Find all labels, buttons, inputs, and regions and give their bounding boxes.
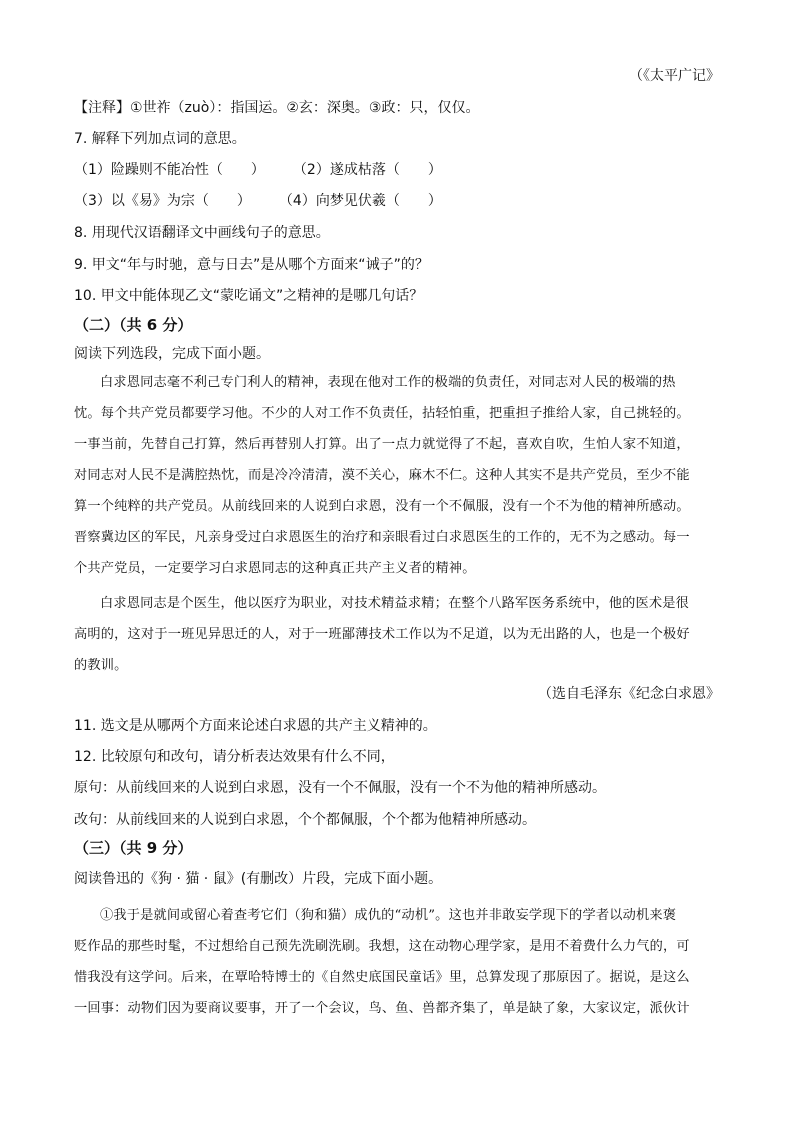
passage-line: 白求恩同志是个医生，他以医疗为职业，对技术精益求精；在整个八路军医务系统中，他的医术是很 (100, 596, 690, 611)
question-11: 11. 选文是从哪两个方面来论述白求恩的共产主义精神的。 (74, 718, 437, 734)
passage-line: 忱。每个共产党员都要学习他。不少的人对工作不负责任，拈轻怕重，把重担子推给人家，自己挑轻的。 (74, 406, 690, 421)
passage-line: 惜我没有这学问。后来，在覃哈特博士的《自然史底国民童话》里，总算发现了那原因了。据说，是这么 (74, 970, 690, 985)
passage-line: 的教训。 (74, 658, 128, 673)
section-2-intro: 阅读下列选段，完成下面小题。 (74, 346, 270, 362)
passage-line: 白求恩同志毫不利己专门利人的精神，表现在他对工作的极端的负责任，对同志对人民的极端的热 (100, 375, 676, 390)
source-citation-1: （《太平广记》 (629, 68, 720, 84)
section-3-title: （三）（共 9 分） (74, 839, 193, 857)
question-7-row-2: （3）以《易》为宗（ ） （4）向梦见伏羲（ ） (74, 193, 442, 209)
passage-line: 一回事：动物们因为要商议要事，开了一个会议，鸟、鱼、兽都齐集了，单是缺了象，大家议定，派伙计 (74, 1001, 690, 1016)
modified-sentence: 改句：从前线回来的人说到白求恩，个个都佩服，个个都为他精神所感动。 (74, 812, 536, 828)
passage-2-para-1 (74, 373, 720, 590)
passage-line: 一事当前，先替自己打算，然后再替别人打算。出了一点力就觉得了不起，喜欢自吹，生怕人家不知道， (74, 437, 690, 452)
original-sentence: 原句：从前线回来的人说到白求恩，没有一个不佩服，没有一个不为他的精神所感动。 (74, 780, 606, 796)
question-9: 9. 甲文“年与时驰，意与日去”是从哪个方面来“诫子”的？ (74, 257, 429, 273)
passage-line: 贬作品的那些时髦，不过想给自己预先洗刷洗刷。我想，这在动物心理学家，是用不着费什么力气的，可 (74, 939, 690, 954)
passage-line: 高明的，这对于一班见异思迁的人，对于一班鄙薄技术工作以为不足道，以为无出路的人，也是一个极好 (74, 627, 690, 642)
passage-line: 对同志对人民不是满腔热忱，而是冷冷清清，漠不关心，麻木不仁。这种人其实不是共产党员，至少不能 (74, 468, 690, 483)
question-7-row-1: （1）险躁则不能冶性（ ） （2）遂成枯落（ ） (74, 162, 442, 178)
question-10: 10. 甲文中能体现乙文“蒙吃诵文”之精神的是哪几句话？ (74, 288, 424, 304)
passage-3 (74, 906, 720, 1030)
passage-line: 晋察冀边区的军民，凡亲身受过白求恩医生的治疗和亲眼看过白求恩医生的工作的，无不为之感动。每一 (74, 530, 690, 545)
section-3-intro: 阅读鲁迅的《狗 · 猫 · 鼠》(有删改）片段，完成下面小题。 (74, 871, 443, 887)
passage-2-para-2 (74, 594, 720, 687)
passage-line: 算一个纯粹的共产党员。从前线回来的人说到白求恩，没有一个不佩服，没有一个不为他的精神所感动。 (74, 499, 690, 514)
question-8: 8. 用现代汉语翻译文中画线句子的意思。 (74, 225, 330, 241)
section-2-title: （二）（共 6 分） (74, 316, 193, 334)
source-citation-2: （选自毛泽东《纪念白求恩》 (538, 686, 720, 702)
passage-line: ①我于是就间或留心着查考它们（狗和猫）成仇的“动机”。这也并非敢妄学现下的学者以动机来褒 (100, 908, 677, 923)
question-7: 7. 解释下列加点词的意思。 (74, 131, 246, 147)
passage-line: 个共产党员，一定要学习白求恩同志的这种真正共产主义者的精神。 (74, 561, 476, 576)
question-12: 12. 比较原句和改句，请分析表达效果有什么不同， (74, 749, 395, 765)
annotation-note: 【注释】①世祚（zuò）：指国运。②玄：深奥。③政：只，仅仅。 (74, 100, 480, 116)
